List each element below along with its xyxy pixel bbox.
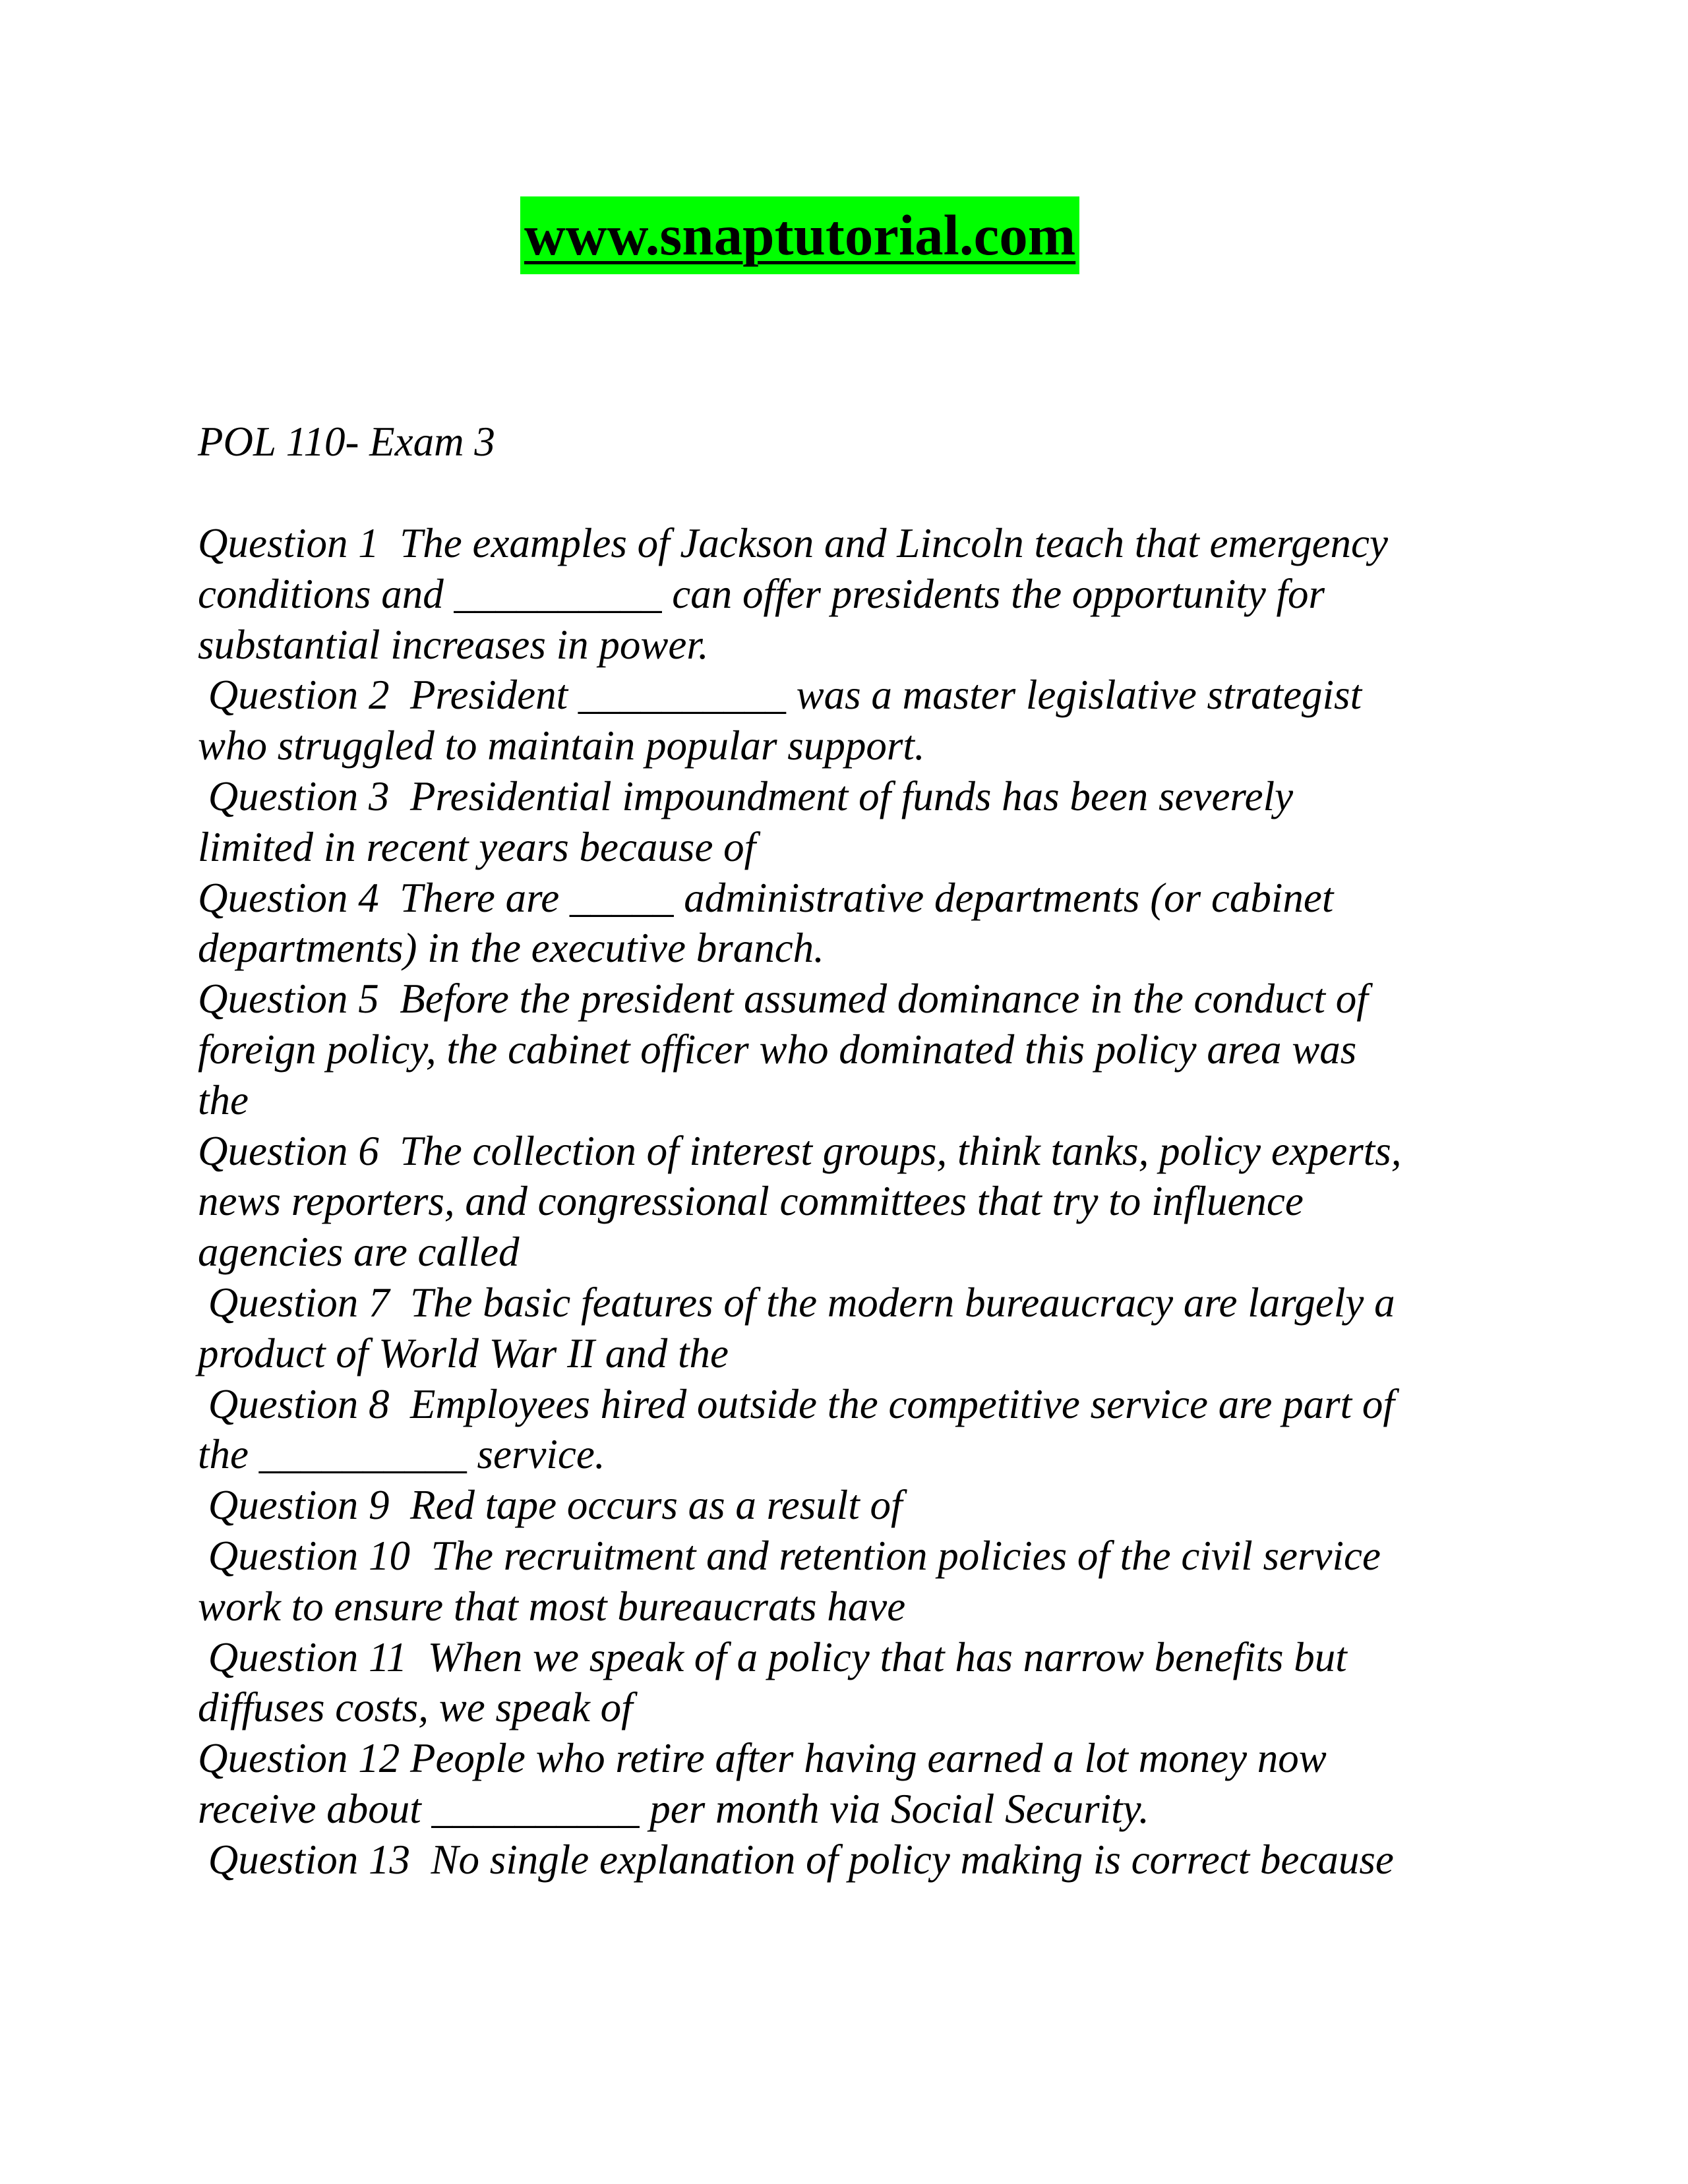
question-item-13 bbox=[198, 1835, 1503, 1885]
question-text-line: Question 9 Red tape occurs as a result of bbox=[198, 1482, 903, 1529]
question-text-line: Question 7 The basic features of the modern bureaucracy are largely a bbox=[198, 1279, 1395, 1326]
question-item-1 bbox=[198, 518, 1503, 670]
question-text-line: Question 3 Presidential impoundment of funds has been severely bbox=[198, 773, 1294, 819]
question-text-line: Question 11 When we speak of a policy that has narrow benefits but bbox=[198, 1634, 1347, 1680]
question-text-line: limited in recent years because of bbox=[198, 823, 756, 870]
question-text-line: Question 6 The collection of interest groups, think tanks, policy experts, bbox=[198, 1127, 1402, 1174]
question-text-line: receive about __________ per month via Social Security. bbox=[198, 1785, 1149, 1832]
question-text-line: conditions and __________ can offer presidents the opportunity for bbox=[198, 570, 1325, 617]
question-text-line: Question 8 Employees hired outside the competitive service are part of bbox=[198, 1380, 1395, 1427]
question-item-3 bbox=[198, 771, 1503, 873]
question-text-line: product of World War II and the bbox=[198, 1330, 729, 1376]
question-item-8 bbox=[198, 1379, 1503, 1481]
question-item-7 bbox=[198, 1278, 1503, 1379]
question-text-line: foreign policy, the cabinet officer who dominated this policy area was bbox=[198, 1026, 1357, 1073]
question-text-line: Question 2 President __________ was a master legislative strategist bbox=[198, 672, 1362, 719]
question-text-line: Question 1 The examples of Jackson and Lincoln teach that emergency bbox=[198, 520, 1388, 566]
question-text-line: departments) in the executive branch. bbox=[198, 925, 824, 972]
question-list bbox=[198, 518, 1503, 1885]
question-text-line: news reporters, and congressional committees that try to influence bbox=[198, 1178, 1304, 1225]
question-item-11 bbox=[198, 1632, 1503, 1734]
question-text-line: Question 13 No single explanation of policy making is correct because bbox=[198, 1836, 1394, 1883]
question-item-6 bbox=[198, 1126, 1503, 1278]
question-text-line: diffuses costs, we speak of bbox=[198, 1684, 633, 1731]
question-text-line: Question 5 Before the president assumed dominance in the conduct of bbox=[198, 976, 1368, 1022]
question-text-line: the bbox=[198, 1077, 249, 1123]
question-item-10 bbox=[198, 1531, 1503, 1632]
question-item-5 bbox=[198, 974, 1503, 1125]
question-text-line: work to ensure that most bureaucrats have bbox=[198, 1583, 906, 1630]
question-item-12 bbox=[198, 1733, 1503, 1835]
question-item-2 bbox=[198, 670, 1503, 771]
question-text-line: Question 10 The recruitment and retention policies of the civil service bbox=[198, 1532, 1381, 1579]
question-item-9 bbox=[198, 1480, 1503, 1531]
question-text-line: substantial increases in power. bbox=[198, 621, 709, 668]
question-item-4 bbox=[198, 873, 1503, 974]
document-title: POL 110- Exam 3 bbox=[198, 419, 495, 465]
question-text-line: agencies are called bbox=[198, 1229, 520, 1276]
site-link[interactable]: www.snaptutorial.com bbox=[520, 196, 1079, 274]
question-text-line: who struggled to maintain popular support. bbox=[198, 723, 925, 769]
question-text-line: Question 4 There are _____ administrative departments (or cabinet bbox=[198, 874, 1334, 921]
question-text-line: the __________ service. bbox=[198, 1431, 605, 1478]
question-text-line: Question 12 People who retire after having earned a lot money now bbox=[198, 1735, 1327, 1782]
